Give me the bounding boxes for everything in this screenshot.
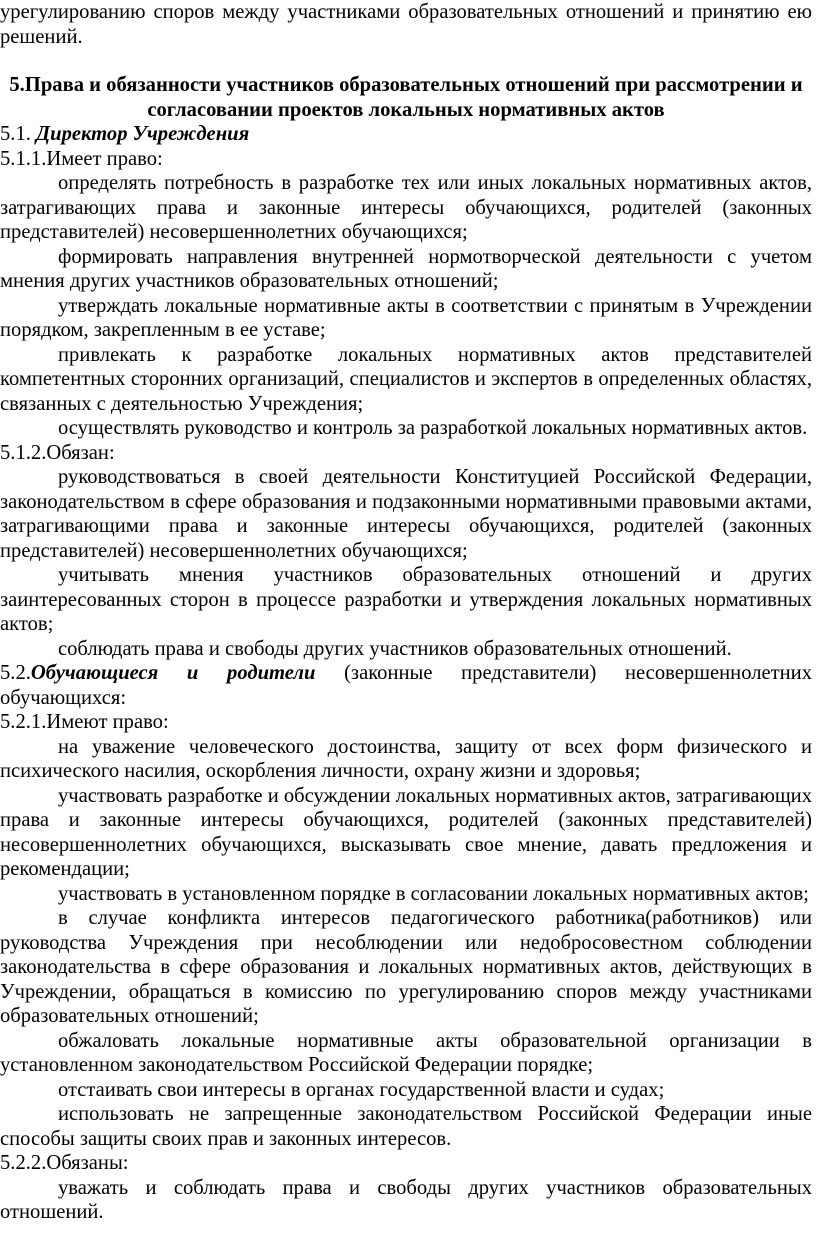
clause-5-1-2: 5.1.2.Обязан: <box>0 441 115 464</box>
list-item: привлекать к разработке локальных нормативных актов представителей компетентных сторонних организаций, специалистов и экспертов в определенных областях, связанных с деятельностью Учреждения; <box>0 343 812 415</box>
section-title: 5.Права и обязанности участников образовательных отношений при рассмотрении и согласовании проектов локальных нормативных актов <box>9 74 803 121</box>
list-item: осуществлять руководство и контроль за разработкой локальных нормативных актов. <box>58 417 808 439</box>
list-item: в случае конфликта интересов педагогического работника(работников) или руководства Учреждения при несоблюдении или недобросовестном соблюдении законодательства в сфере образования и локальных нормативных актов, действующих в Учреждении, обращаться в комиссию по урегулированию споров между участниками образовательных отношений; <box>0 907 812 1027</box>
list-item: использовать не запрещенные законодательством Российской Федерации иные способы защиты своих прав и законных интересов. <box>0 1103 812 1150</box>
list-item: учитывать мнения участников образовательных отношений и других заинтересованных сторон в процессе разработки и утверждения локальных нормативных актов; <box>0 564 812 635</box>
subsection-title: Обучающиеся и родители <box>30 662 316 684</box>
list-item: обжаловать локальные нормативные акты образовательной организации в установленном законодательством Российской Федерации порядке; <box>0 1029 812 1076</box>
list-item: участвовать разработке и обсуждении локальных нормативных актов, затрагивающих права и законные интересы обучающихся, родителей (законных представителей) несовершеннолетних обучающихся, высказывать свое мнение, давать предложения и рекомендации; <box>0 784 812 880</box>
list-item: руководствоваться в своей деятельности Конституцией Российской Федерации, законодательством в сфере образования и подзаконными нормативными правовыми актами, затрагивающими права и законные интересы обучающихся, родителей (законных представителей) несовершеннолетних обучающихся; <box>0 466 812 562</box>
clause-5-1-1: 5.1.1.Имеет право: <box>0 147 163 170</box>
subsection-rest: (законные представители) несовершеннолетних обучающихся: <box>0 662 812 709</box>
list-item: участвовать в установленном порядке в согласовании локальных нормативных актов; <box>58 882 809 905</box>
subsection-5-1 <box>0 122 812 147</box>
subsection-number: 5.2. <box>0 662 31 684</box>
spacer <box>0 49 812 73</box>
clause-5-2-1: 5.2.1.Имеют право: <box>0 711 169 733</box>
list-item: уважать и соблюдать права и свободы других участников образовательных отношений. <box>0 1176 812 1223</box>
intro-paragraph: урегулированию споров между участниками образовательных отношений и принятию ею решений. <box>0 1 812 48</box>
list-item: на уважение человеческого достоинства, защиту от всех форм физического и психического насилия, оскорбления личности, охрану жизни и здоровья; <box>0 735 812 782</box>
subsection-number: 5.1. <box>0 123 37 145</box>
list-item: отстаивать свои интересы в органах государственной власти и судах; <box>58 1078 665 1101</box>
clause-5-2-2: 5.2.2.Обязаны: <box>0 1152 129 1174</box>
subsection-title: Директор Учреждения <box>36 123 250 145</box>
subsection-5-2 <box>0 661 812 710</box>
list-item: соблюдать права и свободы других участников образовательных отношений. <box>58 637 732 660</box>
list-item: формировать направления внутренней нормотворческой деятельности с учетом мнения других участников образовательных отношений; <box>0 245 812 292</box>
list-item: утверждать локальные нормативные акты в соответствии с принятым в Учреждении порядком, закрепленным в ее уставе; <box>0 294 812 341</box>
list-item: определять потребность в разработке тех или иных локальных нормативных актов, затрагивающих права и законные интересы обучающихся, родителей (законных представителей) несовершеннолетних обучающихся; <box>0 172 812 243</box>
